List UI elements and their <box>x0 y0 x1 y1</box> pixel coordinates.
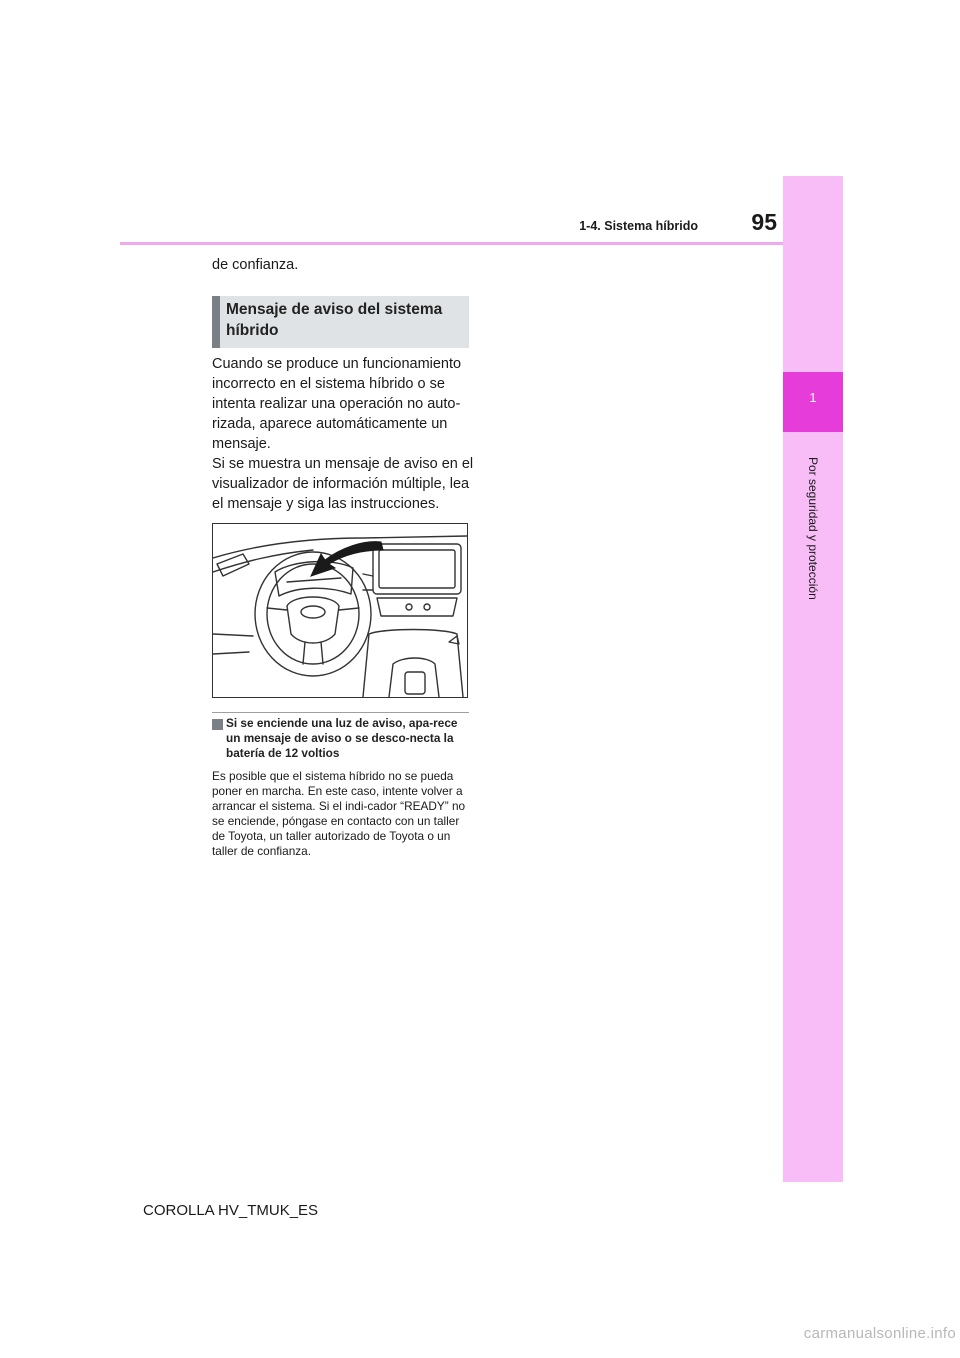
section-title: 1-4. Sistema híbrido <box>579 219 698 233</box>
section-heading: Mensaje de aviso del sistema híbrido <box>226 301 443 339</box>
dashboard-illustration <box>212 523 468 698</box>
paragraph-2: Si se muestra un mensaje de aviso en el visualizador de información múltiple, lea el mensaje y siga las instrucciones. <box>212 456 474 512</box>
chapter-label: Por seguridad y protección <box>806 457 820 600</box>
chapter-number: 1 <box>809 390 817 405</box>
footer-model-code: COROLLA HV_TMUK_ES <box>143 1202 319 1219</box>
arrow-icon <box>311 542 383 576</box>
heading-accent-bar <box>212 296 220 348</box>
square-bullet-icon <box>212 719 223 730</box>
continuation-text: de confianza. <box>212 257 299 273</box>
note-heading: Si se enciende una luz de aviso, apa-rece un mensaje de aviso o se desco-necta la batería de 12 voltios <box>226 716 458 760</box>
page-number: 95 <box>751 209 777 235</box>
header-rule <box>120 242 783 245</box>
dashboard-drawing <box>213 524 467 697</box>
paragraph-1: Cuando se produce un funcionamiento incorrecto en el sistema híbrido o se intenta realizar una operación no auto-rizada, aparece automáticamente un mensaje. <box>212 356 462 452</box>
note-separator <box>212 712 469 713</box>
watermark: carmanualsonline.info <box>803 1325 956 1342</box>
note-body: Es posible que el sistema híbrido no se pueda poner en marcha. En este caso, intente volver a arrancar el sistema. Si el indi-cador “READY” no se enciende, póngase en contacto con un taller de Toyota, un taller autorizado de Toyota o un taller de confianza. <box>212 769 466 858</box>
chapter-side-tab <box>783 176 843 1182</box>
